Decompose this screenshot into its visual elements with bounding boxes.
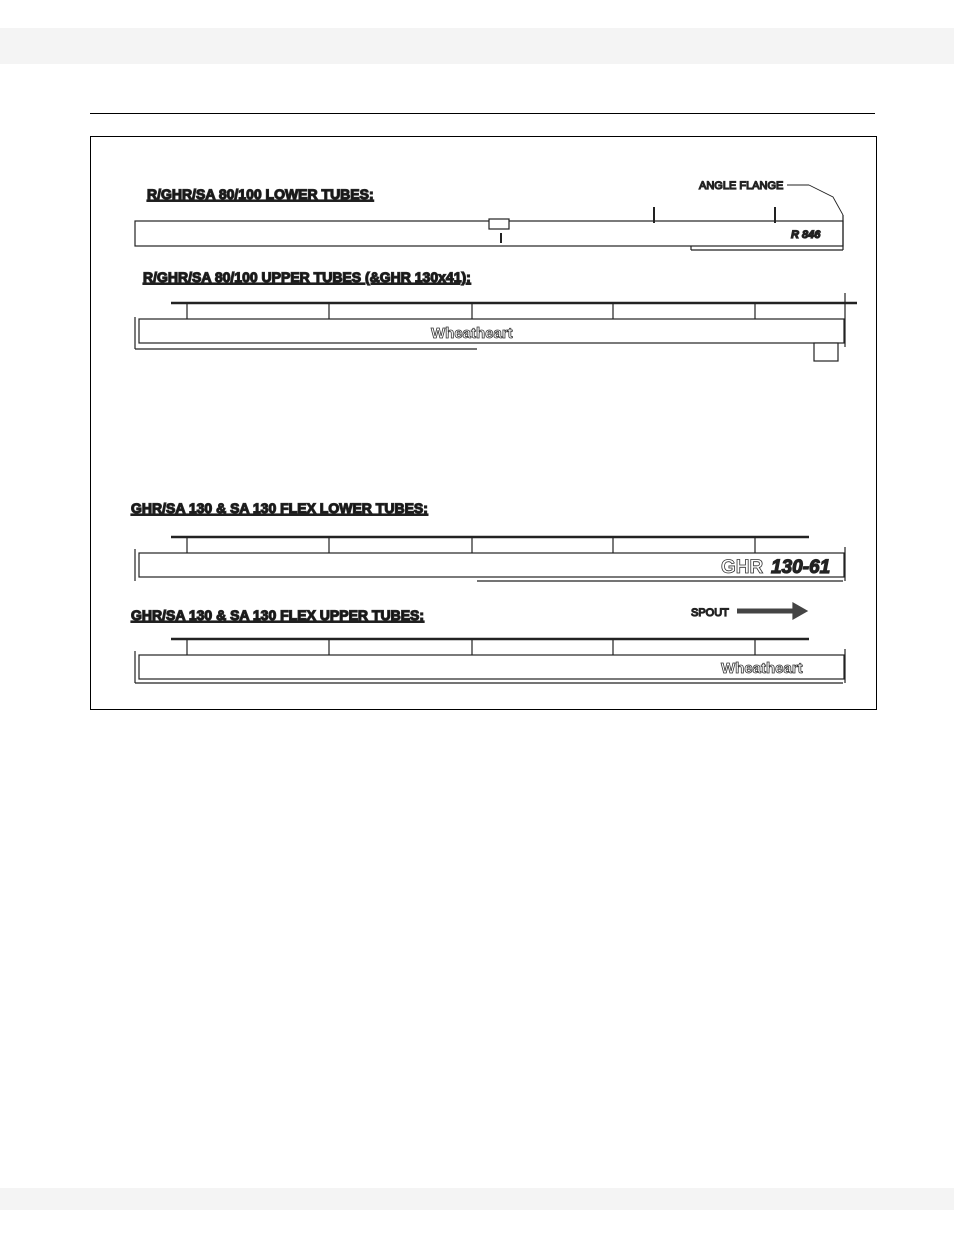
ghr-prefix-decal: GHR <box>721 557 764 578</box>
tube-diagram-figure <box>90 136 877 710</box>
spout-callout: SPOUT <box>691 607 729 619</box>
section-label-lower-80-100: R/GHR/SA 80/100 LOWER TUBES: <box>147 186 374 202</box>
tube-diagram-svg <box>91 137 876 709</box>
page-footer-band <box>0 1188 954 1210</box>
ghr-model-decal: 130-61 <box>771 557 831 578</box>
r-model-decal: R 846 <box>791 229 821 241</box>
angle-flange-callout: ANGLE FLANGE <box>699 180 784 192</box>
page-header-band <box>0 28 954 64</box>
section-label-lower-130: GHR/SA 130 & SA 130 FLEX LOWER TUBES: <box>131 500 428 516</box>
wheatheart-decal-upper: Wheatheart <box>431 325 513 342</box>
spout-arrow-icon <box>737 603 807 619</box>
section-label-upper-80-100: R/GHR/SA 80/100 UPPER TUBES (&GHR 130x41): <box>143 269 471 285</box>
header-rule <box>90 113 875 114</box>
wheatheart-decal-lower: Wheatheart <box>721 660 803 677</box>
section-label-upper-130: GHR/SA 130 & SA 130 FLEX UPPER TUBES: <box>131 607 425 623</box>
